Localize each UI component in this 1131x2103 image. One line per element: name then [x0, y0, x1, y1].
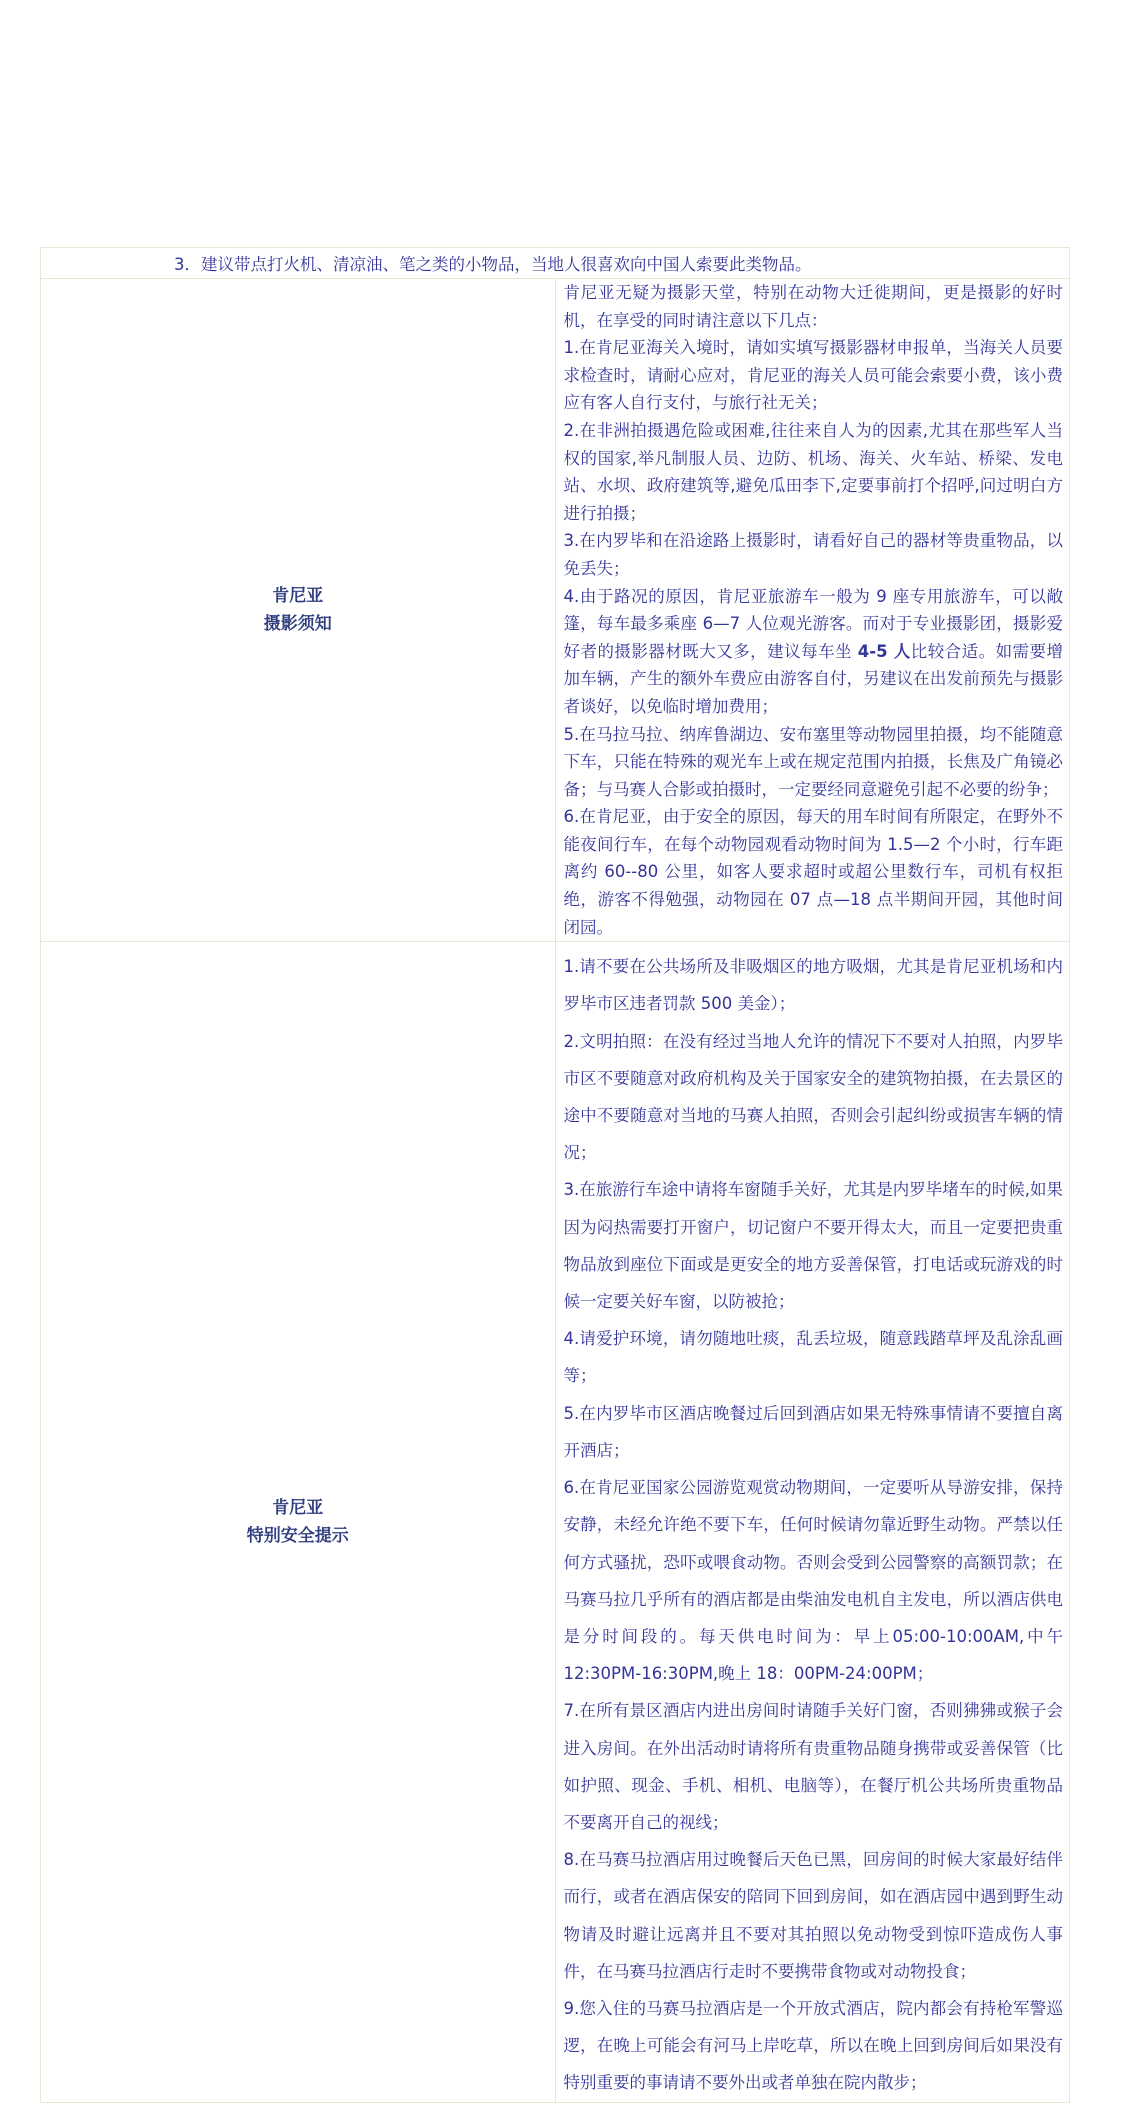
safety-item-8: 8.在马赛马拉酒店用过晚餐后天色已黑，回房间的时候大家最好结伴而行，或者在酒店保安的陪同下回到房间，如在酒店园中遇到野生动物请及时避让远离并且不要对其拍照以免动物受到惊吓造成伤人事件，在马赛马拉酒店行走时不要携带食物或对动物投食； — [563, 1850, 1063, 1981]
safety-item-9: 9.您入住的马赛马拉酒店是一个开放式酒店，院内都会有持枪军警巡逻，在晚上可能会有河马上岸吃草，所以在晚上回到房间后如果没有特别重要的事请请不要外出或者单独在院内散步； — [563, 1998, 1063, 2093]
photography-content-cell — [555, 279, 1070, 942]
tip-item-3: 3．建议带点打火机、清凉油、笔之类的小物品，当地人很喜欢向中国人索要此类物品。 — [174, 255, 812, 274]
photography-item-2: 2.在非洲拍摄遇危险或困难,往往来自人为的因素,尤其在那些军人当权的国家,举凡制服人员、边防、机场、海关、火车站、桥梁、发电站、水坝、政府建筑等,避免瓜田李下,定要事前打个招呼,问过明白方进行拍摄； — [563, 420, 1063, 523]
safety-item-6: 6.在肯尼亚国家公园游览观赏动物期间，一定要听从导游安排，保持安静，未经允许绝不要下车，任何时候请勿靠近野生动物。严禁以任何方式骚扰，恐吓或喂食动物。否则会受到公园警察的高额罚款；在马赛马拉几乎所有的酒店都是由柴油发电机自主发电，所以酒店供电是分时间段的。每天供电时间为：早上05:00-10:00AM,中午 12:30PM-16:30PM,晚上 18：00PM-24:00PM； — [563, 1478, 1063, 1684]
photography-item-4 — [564, 583, 1064, 721]
photography-label-line1: 肯尼亚 — [272, 586, 324, 607]
photography-item-6: 6.在肯尼亚，由于安全的原因，每天的用车时间有所限定，在野外不能夜间行车，在每个动物园观看动物时间为 1.5—2 个小时，行车距离约 60--80 公里，如客人要求超时或超公里数行车，司机有权拒绝，游客不得勉强，动物园在 07 点—18 点半期间开园，其他时间闭园。 — [563, 807, 1063, 937]
photography-item-5: 5.在马拉马拉、纳库鲁湖边、安布塞里等动物园里拍摄，均不能随意下车，只能在特殊的观光车上或在规定范围内拍摄，长焦及广角镜必备；与马赛人合影或拍摄时，一定要经同意避免引起不必要的纷争； — [563, 724, 1063, 799]
safety-item-1: 1.请不要在公共场所及非吸烟区的地方吸烟，尤其是肯尼亚机场和内罗毕市区违者罚款 500 美金）； — [563, 957, 1063, 1014]
safety-item-3: 3.在旅游行车途中请将车窗随手关好，尤其是内罗毕堵车的时候,如果因为闷热需要打开窗户，切记窗户不要开得太大，而且一定要把贵重物品放到座位下面或是更安全的地方妥善保管，打电话或玩游戏的时候一定要关好车窗，以防被抢； — [563, 1180, 1063, 1312]
tips-content-cell — [41, 248, 1070, 279]
safety-item-4: 4.请爱护环境，请勿随地吐痰，乱丢垃圾，随意践踏草坪及乱涂乱画等； — [563, 1329, 1063, 1386]
safety-item-5: 5.在内罗毕市区酒店晚餐过后回到酒店如果无特殊事情请不要擅自离开酒店； — [563, 1403, 1063, 1460]
photography-item-4-part1: 4.由于路况的原因，肯尼亚旅游车一般为 9 座专用旅游车，可以敞篷，每车最多乘座 6—7 人位观光游客。而对于专业摄影团，摄影爱好者的摄影器材既大又多，建议每车坐 — [563, 586, 1063, 661]
photography-label-line2: 摄影须知 — [263, 614, 332, 635]
table-row-tips — [41, 248, 1070, 279]
safety-label-line1: 肯尼亚 — [272, 1497, 324, 1518]
photography-item-1: 1.在肯尼亚海关入境时，请如实填写摄影器材申报单，当海关人员要求检查时，请耐心应对，肯尼亚的海关人员可能会索要小费，该小费应有客人自行支付，与旅行社无关； — [563, 338, 1063, 413]
travel-notes-table — [40, 247, 1070, 2103]
table-row-photography — [41, 279, 1070, 942]
safety-content-cell — [555, 942, 1070, 2102]
safety-item-7: 7.在所有景区酒店内进出房间时请随手关好门窗，否则狒狒或猴子会进入房间。在外出活动时请将所有贵重物品随身携带或妥善保管（比如护照、现金、手机、相机、电脑等），在餐厅机公共场所贵重物品不要离开自己的视线； — [563, 1701, 1063, 1832]
safety-label-cell — [41, 942, 556, 2102]
safety-item-2: 2.文明拍照：在没有经过当地人允许的情况下不要对人拍照，内罗毕市区不要随意对政府机构及关于国家安全的建筑物拍摄，在去景区的途中不要随意对当地的马赛人拍照，否则会引起纠纷或损害车辆的情况； — [563, 1031, 1063, 1163]
photography-intro: 肯尼亚无疑为摄影天堂，特别在动物大迁徙期间，更是摄影的好时机，在享受的同时请注意以下几点： — [563, 283, 1063, 330]
photography-item-4-bold: 4-5 人 — [857, 641, 911, 661]
photography-label-cell — [41, 279, 556, 942]
table-row-safety — [41, 942, 1070, 2102]
safety-label-line2: 特别安全提示 — [246, 1525, 349, 1546]
photography-item-3: 3.在内罗毕和在沿途路上摄影时，请看好自己的器材等贵重物品，以免丢失； — [563, 531, 1063, 578]
photography-item-4-part2: 比较合适。如需要增加车辆，产生的额外车费应由游客自付，另建议在出发前预先与摄影者谈好，以免临时增加费用； — [563, 641, 1064, 716]
